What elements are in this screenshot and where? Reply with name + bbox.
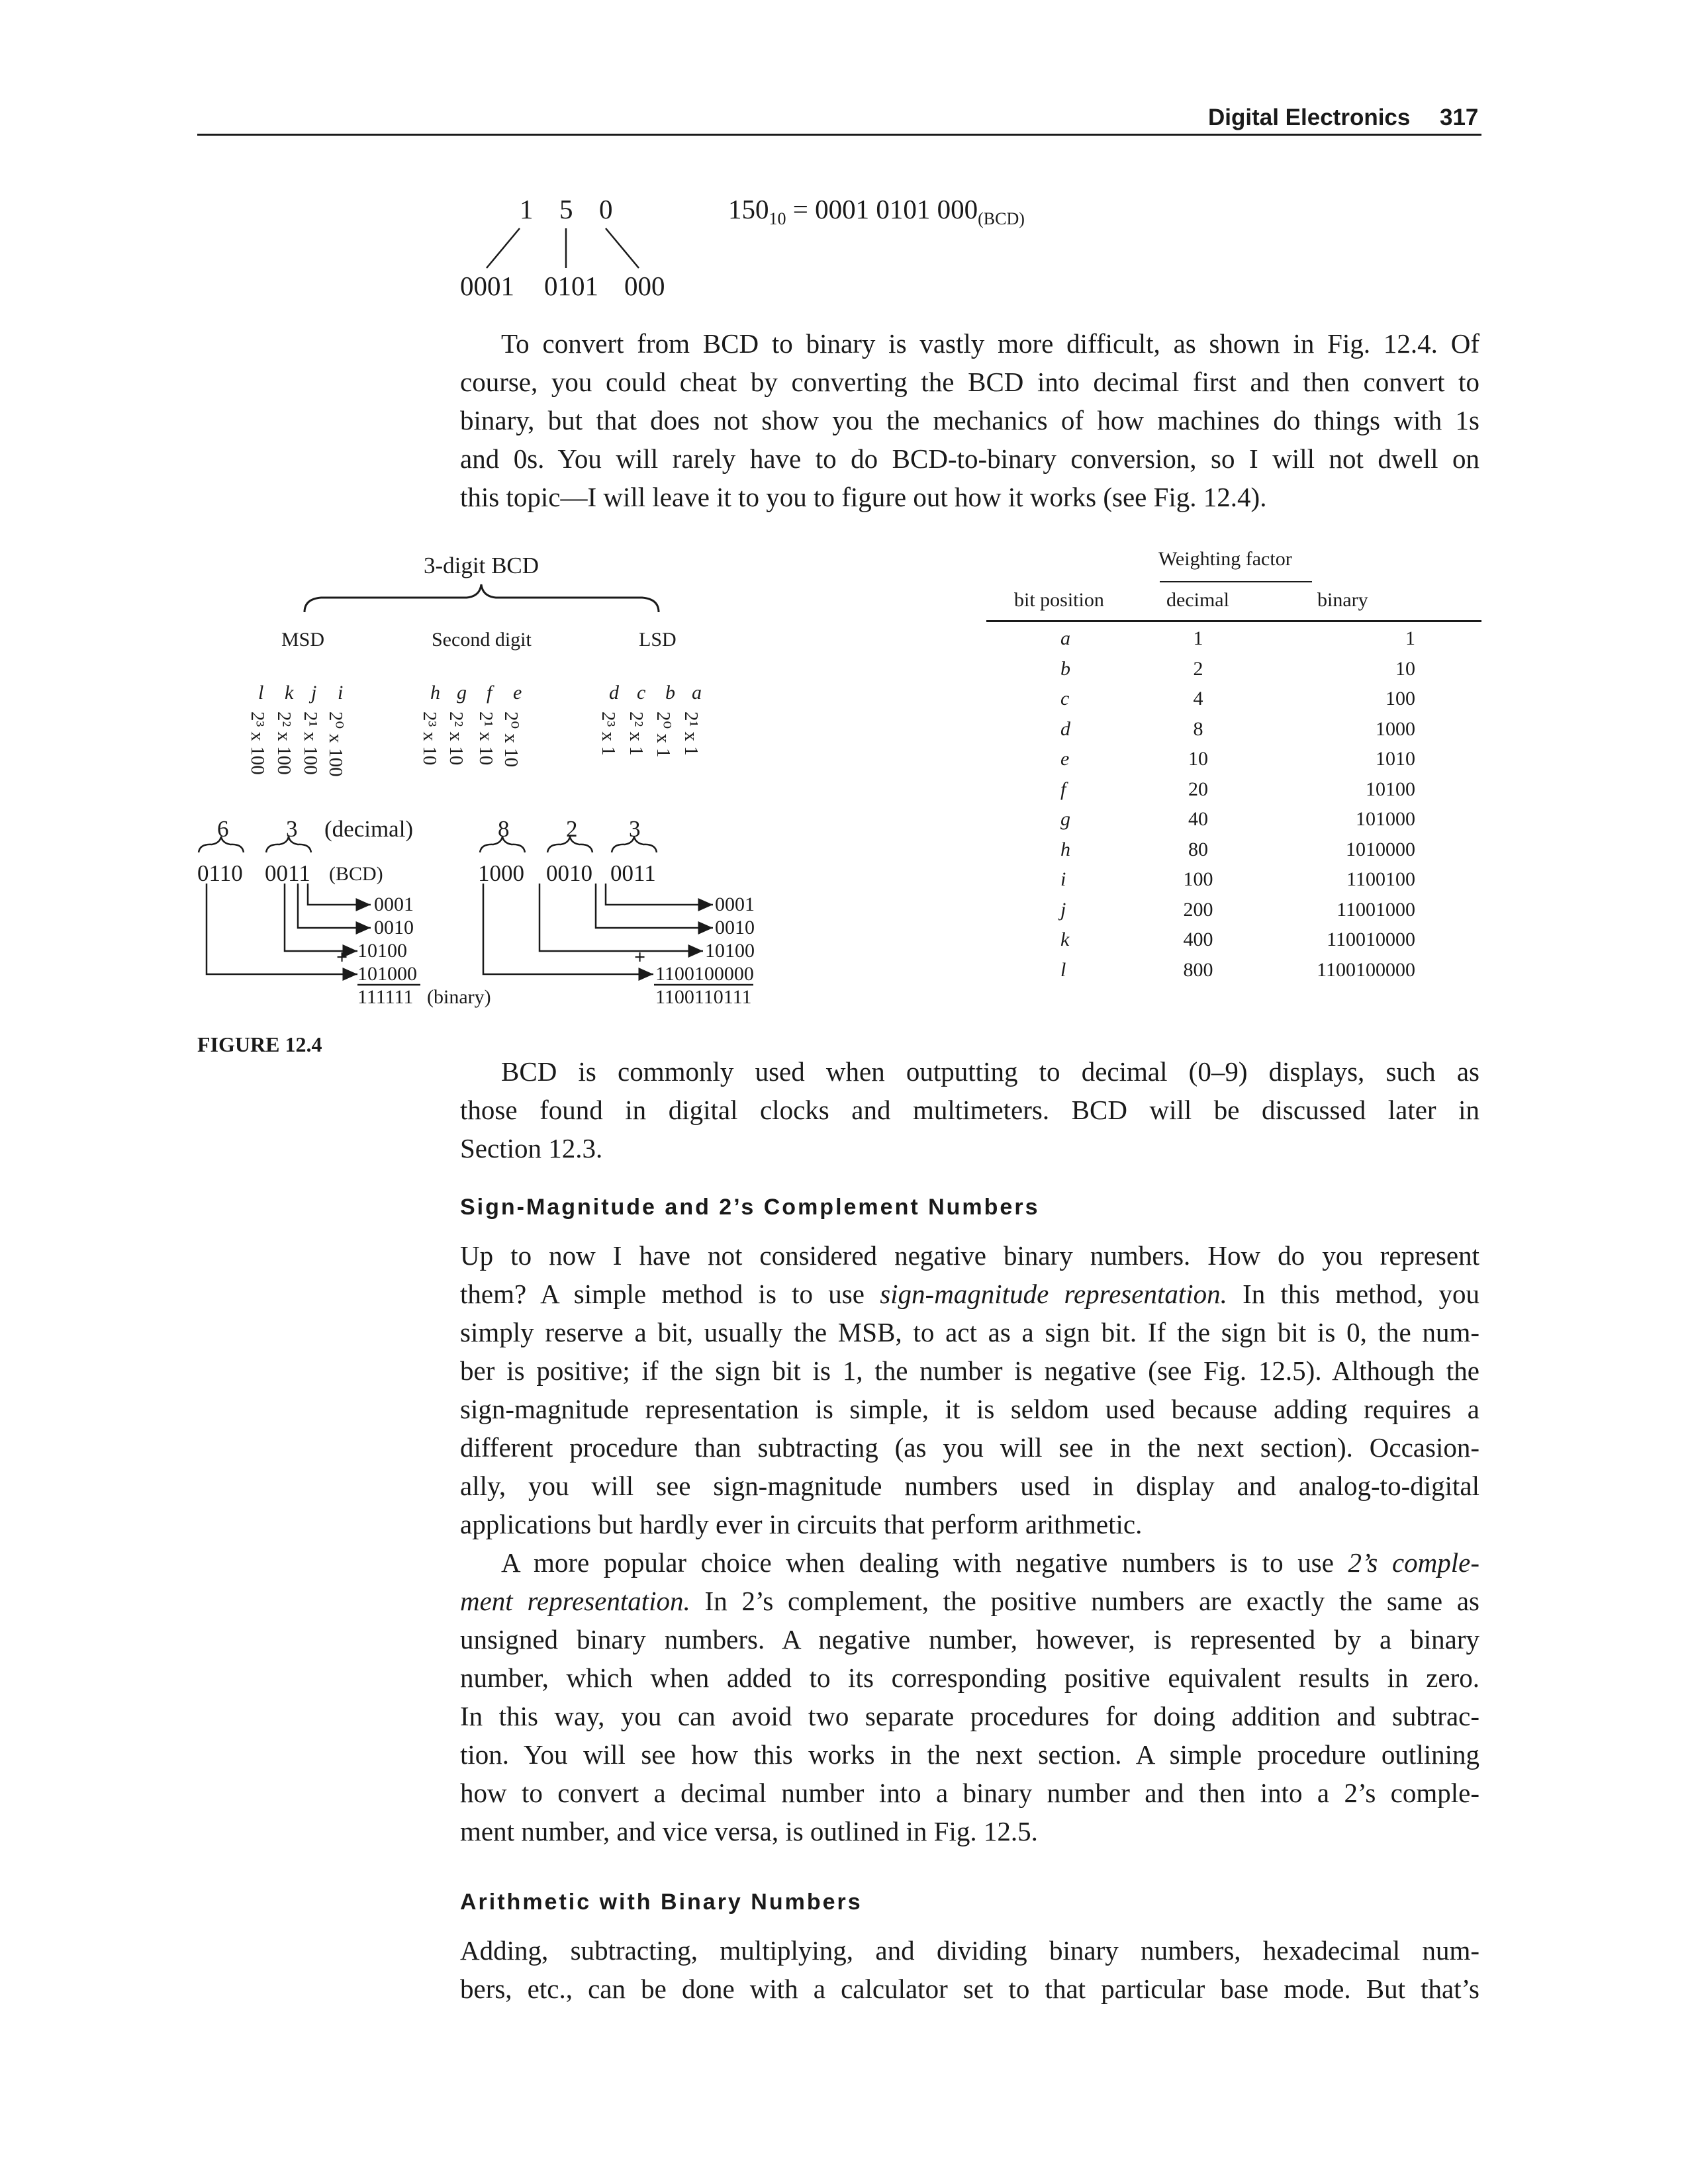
table-cell-binary: 1000 <box>1376 717 1415 740</box>
page-number: 317 <box>1440 105 1479 130</box>
text-line: Up to now I have not considered negative binary numbers. How do you represent <box>460 1240 1479 1271</box>
table-cell-bit-position: e <box>1060 748 1070 770</box>
bit-letter: l <box>258 682 264 704</box>
table-cell-binary: 1 <box>1405 627 1415 649</box>
text-line: tion. You will see how this works in the next section. A simple procedure outlining <box>460 1739 1479 1770</box>
table-cell-binary: 11001000 <box>1336 898 1415 921</box>
bit-weight: 2⁰ x 10 <box>500 711 522 768</box>
left-digit-6: 6 <box>217 816 229 842</box>
figure-label: FIGURE 12.4 <box>197 1032 322 1056</box>
group-lsd: LSD <box>639 629 677 651</box>
section-heading-binary-arithmetic: Arithmetic with Binary Numbers <box>460 1889 863 1915</box>
digit-0: 0 <box>599 194 613 224</box>
table-cell-decimal: 2 <box>1193 657 1203 680</box>
paragraph-sign-magnitude <box>460 1236 1479 1543</box>
table-group-header: Weighting factor <box>1158 548 1292 570</box>
header-rule <box>197 134 1481 136</box>
text-line: bers, etc., can be done with a calculator set to that particular base mode. But that’s <box>460 1974 1479 2004</box>
figure-brace <box>301 579 665 619</box>
table-cell-bit-position: h <box>1060 838 1070 860</box>
text-line: simply reserve a bit, usually the MSB, to act as a sign bit. If the sign bit is 0, the num- <box>460 1317 1479 1347</box>
bit-letter: g <box>457 682 467 704</box>
left-sum-label: (binary) <box>427 986 491 1008</box>
text-line: applications but hardly ever in circuits that perform arithmetic. <box>460 1509 1143 1539</box>
text-line: ally, you will see sign-magnitude numbers used in display and analog-to-digital <box>460 1471 1479 1501</box>
table-cell-binary: 1100100 <box>1346 868 1415 890</box>
text-line: how to convert a decimal number into a binary number and then into a 2’s comple- <box>460 1778 1479 1808</box>
table-cell-decimal: 80 <box>1188 838 1208 860</box>
text-line: unsigned binary numbers. A negative number, however, is represented by a binary <box>460 1624 1479 1655</box>
text-line: different procedure than subtracting (as you will see in the next section). Occasion- <box>460 1432 1479 1463</box>
table-cell-decimal: 400 <box>1183 929 1213 950</box>
table-cell-binary: 110010000 <box>1327 929 1415 950</box>
right-sum: 1100110111 <box>655 986 752 1008</box>
digit-1: 1 <box>520 194 534 224</box>
right-bcd-1000: 1000 <box>478 860 524 886</box>
group-second-digit: Second digit <box>432 629 532 651</box>
table-cell-bit-position: j <box>1060 898 1066 921</box>
text-line: those found in digital clocks and multimeters. BCD will be discussed later in <box>460 1095 1479 1125</box>
table-cell-bit-position: c <box>1060 688 1070 709</box>
table-cell-binary: 10 <box>1395 657 1415 680</box>
table-cell-bit-position: g <box>1060 808 1070 830</box>
text-line: In this way, you can avoid two separate procedures for doing addition and subtrac- <box>460 1701 1479 1731</box>
right-addend-0010: 0010 <box>715 917 755 938</box>
table-header-rule <box>986 620 1481 622</box>
text-line: sign-magnitude representation is simple, it is seldom used because adding requires a <box>460 1394 1479 1424</box>
bit-weight: 2³ x 1 <box>598 711 619 756</box>
bit-weight: 2³ x 100 <box>247 711 268 775</box>
bit-letter: i <box>338 682 344 704</box>
table-cell-binary: 1010 <box>1376 748 1415 770</box>
table-cell-bit-position: d <box>1060 717 1070 740</box>
bit-letter: f <box>487 682 492 704</box>
table-cell-bit-position: b <box>1060 657 1070 680</box>
bit-letter: c <box>637 682 646 704</box>
table-cell-decimal: 100 <box>1183 868 1213 890</box>
bit-weight: 2² x 1 <box>626 711 647 756</box>
left-addend-10100: 10100 <box>357 940 407 962</box>
bit-weight: 2¹ x 10 <box>475 711 496 766</box>
left-sum: 111111 <box>357 986 414 1008</box>
bit-weight: 2⁰ x 100 <box>325 711 346 777</box>
paragraph-twos-complement <box>460 1543 1479 1850</box>
col-header-decimal: decimal <box>1166 589 1229 611</box>
table-group-rule <box>1160 581 1312 582</box>
table-cell-bit-position: l <box>1060 958 1066 981</box>
bit-weight: 2⁰ x 1 <box>653 711 674 758</box>
bit-letter: h <box>430 682 440 704</box>
paragraph-bcd-uses <box>460 1052 1479 1167</box>
table-cell-bit-position: f <box>1060 778 1066 800</box>
table-cell-decimal: 8 <box>1193 717 1203 740</box>
table-cell-bit-position: k <box>1060 929 1070 950</box>
right-digit-8: 8 <box>498 816 510 842</box>
text-line: To convert from BCD to binary is vastly more difficult, as shown in Fig. 12.4. Of <box>501 328 1479 359</box>
left-bcd-0011: 0011 <box>265 860 310 886</box>
decimal-label: (decimal) <box>324 816 414 842</box>
left-digit-3: 3 <box>286 816 298 842</box>
left-addend-0001: 0001 <box>374 893 414 915</box>
table-cell-decimal: 200 <box>1183 898 1213 921</box>
table-cell-bit-position: a <box>1060 627 1070 649</box>
text-line: number, which when added to its corresponding positive equivalent results in zero. <box>460 1662 1479 1693</box>
table-cell-bit-position: i <box>1060 868 1066 890</box>
bit-letter: k <box>285 682 294 704</box>
bit-letter: e <box>513 682 522 704</box>
paragraph-binary-arithmetic <box>460 1931 1479 2008</box>
text-line: binary, but that does not show you the mechanics of how machines do things with 1s <box>460 405 1479 435</box>
left-addend-0010: 0010 <box>374 917 414 938</box>
table-cell-decimal: 20 <box>1188 778 1208 800</box>
text-line: ment representation. In 2’s complement, the positive numbers are exactly the same as <box>460 1586 1479 1616</box>
bit-weight: 2² x 10 <box>445 711 467 766</box>
text-line: ment number, and vice versa, is outlined in Fig. 12.5. <box>460 1816 1038 1846</box>
right-plus-sign: + <box>634 946 646 968</box>
table-cell-binary: 10100 <box>1366 778 1415 800</box>
left-bcd-0110: 0110 <box>197 860 243 886</box>
table-cell-binary: 1010000 <box>1346 838 1415 860</box>
bit-letter: j <box>311 682 317 704</box>
bcd-equation: $150_{10} = 0001$ 0101 $000_{(BCD)}$ <box>728 194 1025 229</box>
table-cell-binary: 100 <box>1385 688 1415 709</box>
col-header-bit-position: bit position <box>1014 589 1104 611</box>
figure-title: 3-digit BCD <box>424 553 539 578</box>
bit-weight: 2³ x 10 <box>419 711 440 766</box>
right-addend-10100: 10100 <box>705 940 755 962</box>
group-msd: MSD <box>281 629 325 651</box>
bit-weight: 2¹ x 100 <box>300 711 321 775</box>
table-cell-binary: 101000 <box>1356 808 1415 830</box>
bcd-group-0001: 0001 <box>460 271 514 301</box>
text-line: them? A simple method is to use sign-magnitude representation. In this method, you <box>460 1279 1480 1309</box>
bcd-group-000: 000 <box>624 271 665 301</box>
text-line: and 0s. You will rarely have to do BCD-to-binary conversion, so I will not dwell on <box>460 443 1479 474</box>
bcd-group-0101: 0101 <box>544 271 598 301</box>
text-line: BCD is commonly used when outputting to decimal (0–9) displays, such as <box>501 1056 1479 1087</box>
right-digit-2: 2 <box>566 816 578 842</box>
table-cell-decimal: 800 <box>1183 958 1213 981</box>
bcd-label: (BCD) <box>329 863 383 885</box>
bit-letter: b <box>665 682 675 704</box>
running-header-title: Digital Electronics <box>1208 105 1411 130</box>
bit-weight: 2¹ x 1 <box>680 711 702 756</box>
right-addend-0001: 0001 <box>715 893 755 915</box>
text-line: course, you could cheat by converting the BCD into decimal first and then convert to <box>460 367 1479 397</box>
table-cell-binary: 1100100000 <box>1317 958 1415 981</box>
table-cell-decimal: 1 <box>1193 627 1203 649</box>
section-heading-sign-magnitude: Sign-Magnitude and 2’s Complement Numbers <box>460 1195 1040 1220</box>
table-cell-decimal: 4 <box>1193 688 1203 709</box>
text-line: Section 12.3. <box>460 1133 603 1163</box>
right-addend-1100100000: 1100100000 <box>655 963 754 985</box>
digit-5: 5 <box>559 194 573 224</box>
text-line: this topic—I will leave it to you to figure out how it works (see Fig. 12.4). <box>460 482 1267 512</box>
right-bcd-0010: 0010 <box>546 860 592 886</box>
text-line: ber is positive; if the sign bit is 1, the number is negative (see Fig. 12.5). Although the <box>460 1355 1479 1386</box>
right-bcd-0011: 0011 <box>610 860 656 886</box>
figure-connector-lines <box>192 834 761 993</box>
table-cell-decimal: 10 <box>1188 748 1208 770</box>
text-line: Adding, subtracting, multiplying, and dividing binary numbers, hexadecimal num- <box>460 1935 1479 1966</box>
col-header-binary: binary <box>1317 589 1368 611</box>
left-plus-sign: + <box>336 946 348 968</box>
bit-letter: a <box>692 682 702 704</box>
text-line: A more popular choice when dealing with negative numbers is to use 2’s comple- <box>501 1547 1480 1578</box>
right-digit-3: 3 <box>629 816 641 842</box>
table-cell-decimal: 40 <box>1188 808 1208 830</box>
bit-weight: 2² x 100 <box>273 711 295 775</box>
paragraph-bcd-to-binary <box>460 324 1479 516</box>
bit-letter: d <box>609 682 619 704</box>
left-addend-101000: 101000 <box>357 963 417 985</box>
